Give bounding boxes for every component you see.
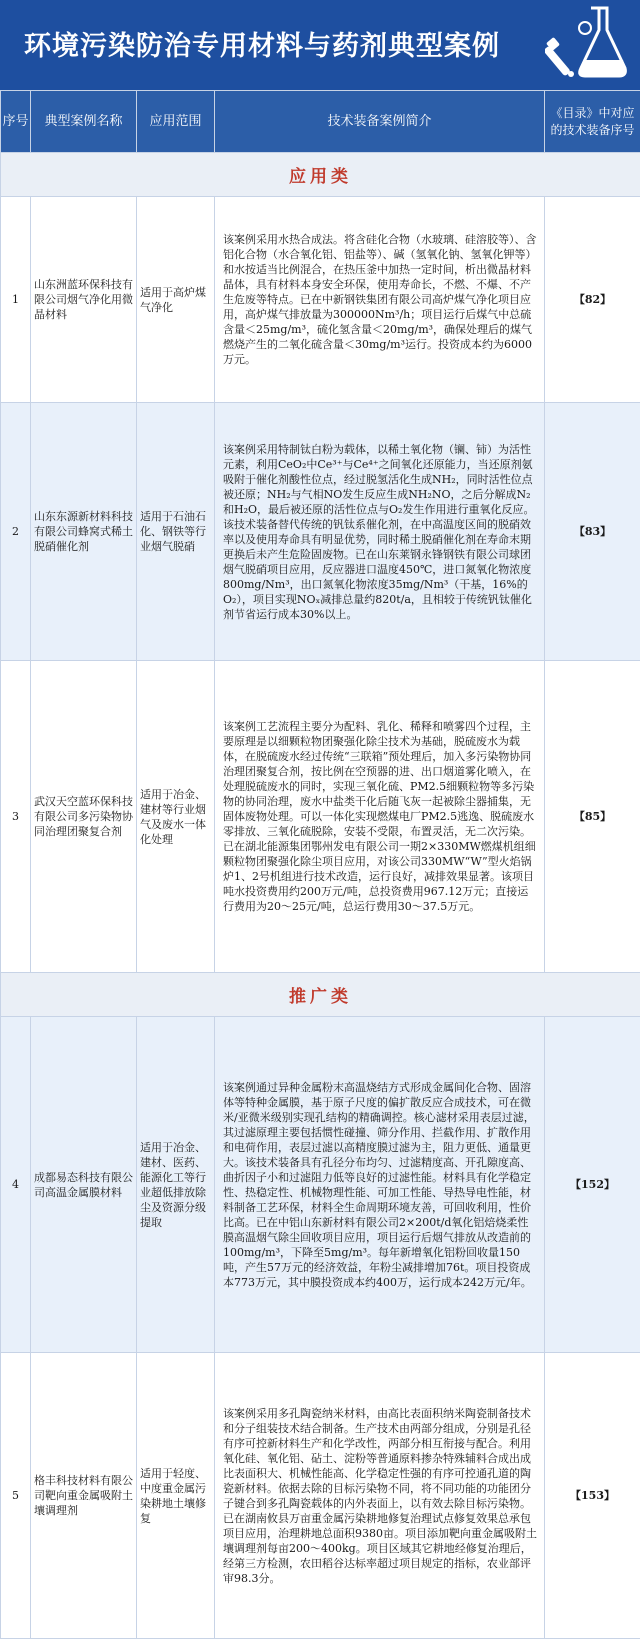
table-row [1, 1017, 640, 1353]
flask-icon [545, 4, 631, 88]
catalog-reference: 【152】 [545, 1017, 640, 1353]
column-header-catalog-no: 《目录》中对应的技术装备序号 [545, 91, 640, 153]
row-number: 5 [1, 1353, 31, 1639]
case-name: 武汉天空蓝环保科技有限公司多污染物协同治理团聚复合剂 [31, 661, 137, 973]
section-label: 推广类 [1, 973, 640, 1017]
case-description: 该案例采用水热合成法。将含硅化合物（水玻璃、硅溶胶等）、含铝化合物（水合氧化铝、铝盐等）、碱（氢氧化钠、氢氧化钾等）和水按适当比例混合，在热压釜中加热一定时间，析出微晶材料晶体，具有材料本身安全环保，使用寿命长，不燃、不爆、不产生危废等特点。已在中新钢铁集团有限公司高炉煤气净化项目应用，高炉煤气排放量为300000Nm³/h；项目运行后煤气中总硫含量＜25mg/m³，硫化氢含量＜20mg/m³，确保处理后的煤气燃烧产生的二氧化硫含量＜30mg/m³运行。投资成本约为6000万元。 [215, 197, 545, 403]
case-name: 成都易态科技有限公司高温金属膜材料 [31, 1017, 137, 1353]
row-number: 4 [1, 1017, 31, 1353]
table-row [1, 197, 640, 403]
case-description: 该案例采用多孔陶瓷纳米材料，由高比表面积纳米陶瓷制备技术和分子组装技术结合制备。生产技术由两部分组成，分别是孔径有序可控新材料生产和化学改性，两部分相互衔接与配合。利用氧化硅、氧化铝、砧土、淀粉等普通原料掺杂特殊辅料合成出成比表面积大、机械性能高、化学稳定性强的有序可控通孔道的陶瓷新材料。依据去除的目标污染物不同，将不同功能的功能团分子键合到多孔陶瓷载体的内外表面上，以有效去除目标污染物。已在湖南攸县万亩重金属污染耕地修复治理试点修复效果总承包项目应用，治理耕地总面积9380亩。项目添加靶向重金属吸附土壤调理剂每亩200～400kg。项目区域其它耕地经修复治理后，经第三方检测，农田稻谷达标率超过项目规定的指标，农业部评审98.3分。 [215, 1353, 545, 1639]
catalog-reference: 【83】 [545, 403, 640, 661]
table-row [1, 1353, 640, 1639]
case-description: 该案例工艺流程主要分为配料、乳化、稀释和喷雾四个过程，主要原理是以细颗粒物团聚强化除尘技术为基础，脱硫废水为载体，在脱硫废水经过传统“三联箱”预处理后，加入多污染物协同治理团聚复合剂，按比例在空预器的进、出口烟道雾化喷入，在处理脱硫废水的同时，实现三氧化硫、PM2.5细颗粒物等多污染物的协同治理，废水中盐类干化后随飞灰一起被除尘器捕集，无固体废物处理。可以一体化实现燃煤电厂PM2.5逃逸、脱硫废水零排放、三氧化硫脱除，安装不受限，布置灵活，无二次污染。已在湖北能源集团鄂州发电有限公司一期2×330MW燃煤机组细颗粒物团聚强化除尘项目应用，对该公司330MW“W”型火焰锅炉1、2号机组进行技术改造，运行良好，减排效果显著。该项目吨水投资费用约200万元/吨，总投资费用967.12万元；直接运行费用为20～25元/吨，总运行费用30～37.5万元。 [215, 661, 545, 973]
application-scope: 适用于冶金、建材、医药、能源化工等行业超低排放除尘及资源分级提取 [137, 1017, 215, 1353]
case-name: 山东东源新材料科技有限公司蜂窝式稀土脱硝催化剂 [31, 403, 137, 661]
application-scope: 适用于高炉煤气净化 [137, 197, 215, 403]
case-description: 该案例通过异种金属粉末高温烧结方式形成金属间化合物、固溶体等特种金属膜，基于原子尺度的偏扩散反应合成技术，可在微米/亚微米级别实现孔结构的精确调控。核心滤材采用表层过滤，其过滤原理主要包括惯性碰撞、筛分作用、拦截作用、扩散作用和电荷作用，表层过滤以高精度膜过滤为主，阻力更低、通量更大。该技术装备具有孔径分布均匀、过滤精度高、开孔隙度高、曲折因子小和过滤阻力低等良好的过滤性能。材料具有化学稳定性、热稳定性、机械物理性能、可加工性能、导热导电性能，材料制备工艺环保，材料全生命周期环境友善，可回收利用，性价比高。已在中铝山东新材料有限公司2×200t/d氧化铝焙烧柔性膜高温烟气除尘回收项目应用，项目运行后烟气排放从改造前的100mg/m³，下降至5mg/m³。每年新增氧化铝粉回收量150吨，产生57万元的经济效益，年粉尘减排增加76t。项目投资成本773万元，其中膜投资成本约400万，运行成本242万元/年。 [215, 1017, 545, 1353]
column-header-description: 技术装备案例简介 [215, 91, 545, 153]
case-description: 该案例采用特制钛白粉为载体，以稀土氧化物（镧、铈）为活性元素，利用CeO₂中Ce³⁺与Ce⁴⁺之间氧化还原能力，当还原剂氨吸附于催化剂酸性位点，经过脱氢活化生成NH₂，同时活性位点被还原；NH₂与气相NO发生反应生成NH₂NO，之后分解成N₂和H₂O，最后被还原的活性位点与O₂发生作用进行重氧化反应。该技术装备替代传统的钒钛系催化剂，在中高温度区间的脱硝效率以及使用寿命具有明显优势，同时稀土脱硝催化剂在寿命末期更换后未产生危险固废物。已在山东莱钢永锋钢铁有限公司球团烟气脱硝项目应用，反应器进口温度450℃，进口氮氧化物浓度800mg/Nm³，出口氮氧化物浓度35mg/Nm³（干基，16%的O₂），项目实现NOₓ减排总量约820t/a，且相较于传统钒钛催化剂节省运行成本30%以上。 [215, 403, 545, 661]
application-scope: 适用于石油石化、钢铁等行业烟气脱硝 [137, 403, 215, 661]
case-table [0, 90, 640, 1639]
table-header-row [1, 91, 640, 153]
page-header [0, 0, 640, 90]
page-title: 环境污染防治专用材料与药剂典型案例 [24, 31, 500, 62]
catalog-reference: 【153】 [545, 1353, 640, 1639]
section-header-row [1, 153, 640, 197]
table-row [1, 403, 640, 661]
section-label: 应用类 [1, 153, 640, 197]
row-number: 3 [1, 661, 31, 973]
column-header-scope: 应用范围 [137, 91, 215, 153]
case-name: 格丰科技材料有限公司靶向重金属吸附土壤调理剂 [31, 1353, 137, 1639]
table-row [1, 661, 640, 973]
row-number: 1 [1, 197, 31, 403]
application-scope: 适用于冶金、建材等行业烟气及废水一体化处理 [137, 661, 215, 973]
catalog-reference: 【82】 [545, 197, 640, 403]
application-scope: 适用于轻度、中度重金属污染耕地土壤修复 [137, 1353, 215, 1639]
case-name: 山东洲蓝环保科技有限公司烟气净化用微晶材料 [31, 197, 137, 403]
column-header-no: 序号 [1, 91, 31, 153]
row-number: 2 [1, 403, 31, 661]
catalog-reference: 【85】 [545, 661, 640, 973]
column-header-name: 典型案例名称 [31, 91, 137, 153]
section-header-row [1, 973, 640, 1017]
